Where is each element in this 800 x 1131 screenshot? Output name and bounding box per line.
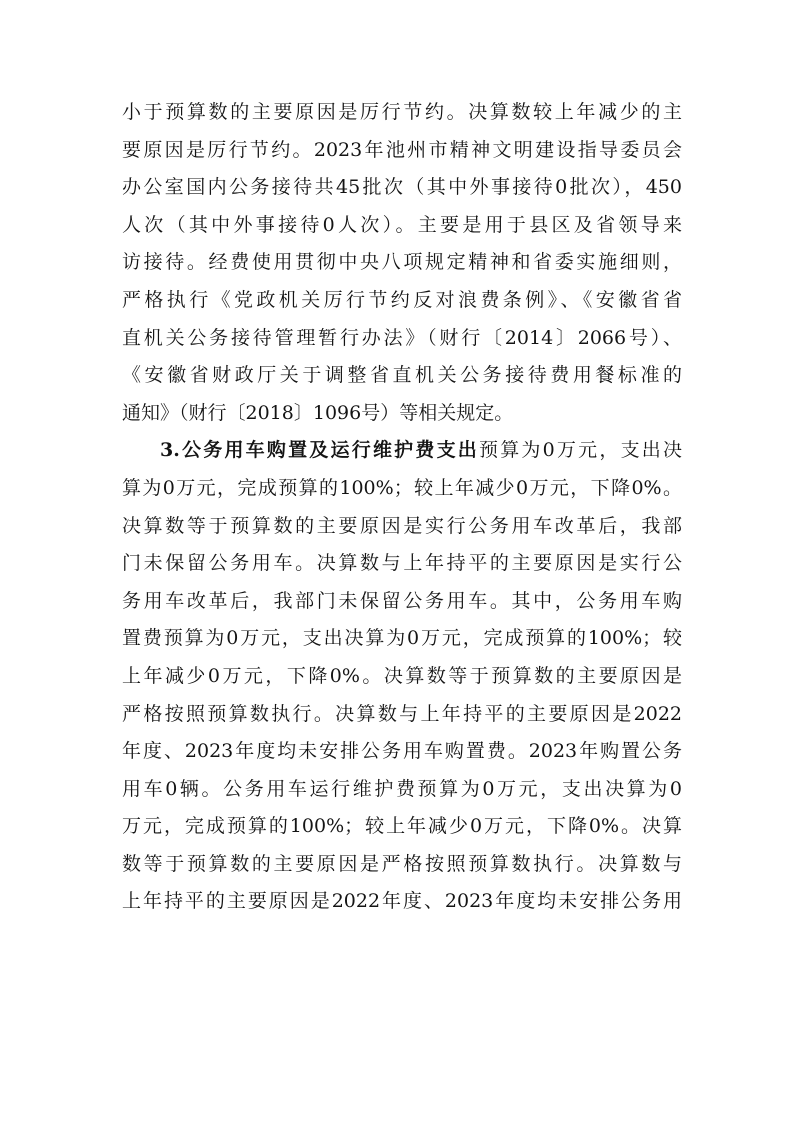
text-line: 直机关公务接待管理暂行办法》（财行〔2014〕2066号）、: [122, 326, 682, 349]
text-line: 人次（其中外事接待0人次）。主要是用于县区及省领导来: [122, 213, 682, 236]
section-heading: 3.公务用车购置及运行维护费支出: [160, 439, 479, 462]
text-line: 算为0万元，完成预算的100%；较上年减少0万元，下降0%。: [122, 476, 682, 499]
text-line: 决算数等于预算数的主要原因是实行公务用车改革后，我部: [122, 514, 682, 537]
text-line: 门未保留公务用车。决算数与上年持平的主要原因是实行公: [122, 552, 682, 575]
text-line: 严格按照预算数执行。决算数与上年持平的主要原因是2022: [122, 702, 682, 725]
text-span: 预算为0万元，支出决: [479, 439, 682, 462]
text-line: 小于预算数的主要原因是厉行节约。决算数较上年减少的主: [122, 101, 682, 123]
text-line: 务用车改革后，我部门未保留公务用车。其中，公务用车购: [122, 589, 682, 612]
text-line: [122, 432, 682, 470]
text-line: 上年持平的主要原因是2022年度、2023年度均未安排公务用: [122, 890, 682, 913]
text-line: 要原因是厉行节约。2023年池州市精神文明建设指导委员会: [122, 138, 682, 161]
text-line: 通知》（财行〔2018〕1096号）等相关规定。: [122, 401, 514, 424]
text-line: 用车0辆。公务用车运行维护费预算为0万元，支出决算为0: [122, 777, 682, 800]
text-line: 上年减少0万元，下降0%。决算数等于预算数的主要原因是: [122, 664, 682, 687]
text-line: 办公室国内公务接待共45批次（其中外事接待0批次），450: [122, 176, 682, 199]
text-line: 置费预算为0万元，支出决算为0万元，完成预算的100%；较: [122, 627, 682, 650]
paragraph-reception-expenses: [122, 94, 682, 432]
paragraph-vehicle-expenses: [122, 432, 682, 921]
text-line: 年度、2023年度均未安排公务用车购置费。2023年购置公务: [122, 740, 682, 763]
text-line: 访接待。经费使用贯彻中央八项规定精神和省委实施细则，: [122, 251, 682, 274]
text-line: 数等于预算数的主要原因是严格按照预算数执行。决算数与: [122, 852, 682, 875]
body-text: [122, 94, 682, 921]
text-line: 万元，完成预算的100%；较上年减少0万元，下降0%。决算: [122, 815, 682, 838]
text-line: 《安徽省财政厅关于调整省直机关公务接待费用餐标准的: [122, 364, 682, 387]
text-line: 严格执行《党政机关厉行节约反对浪费条例》、《安徽省省: [122, 288, 682, 311]
